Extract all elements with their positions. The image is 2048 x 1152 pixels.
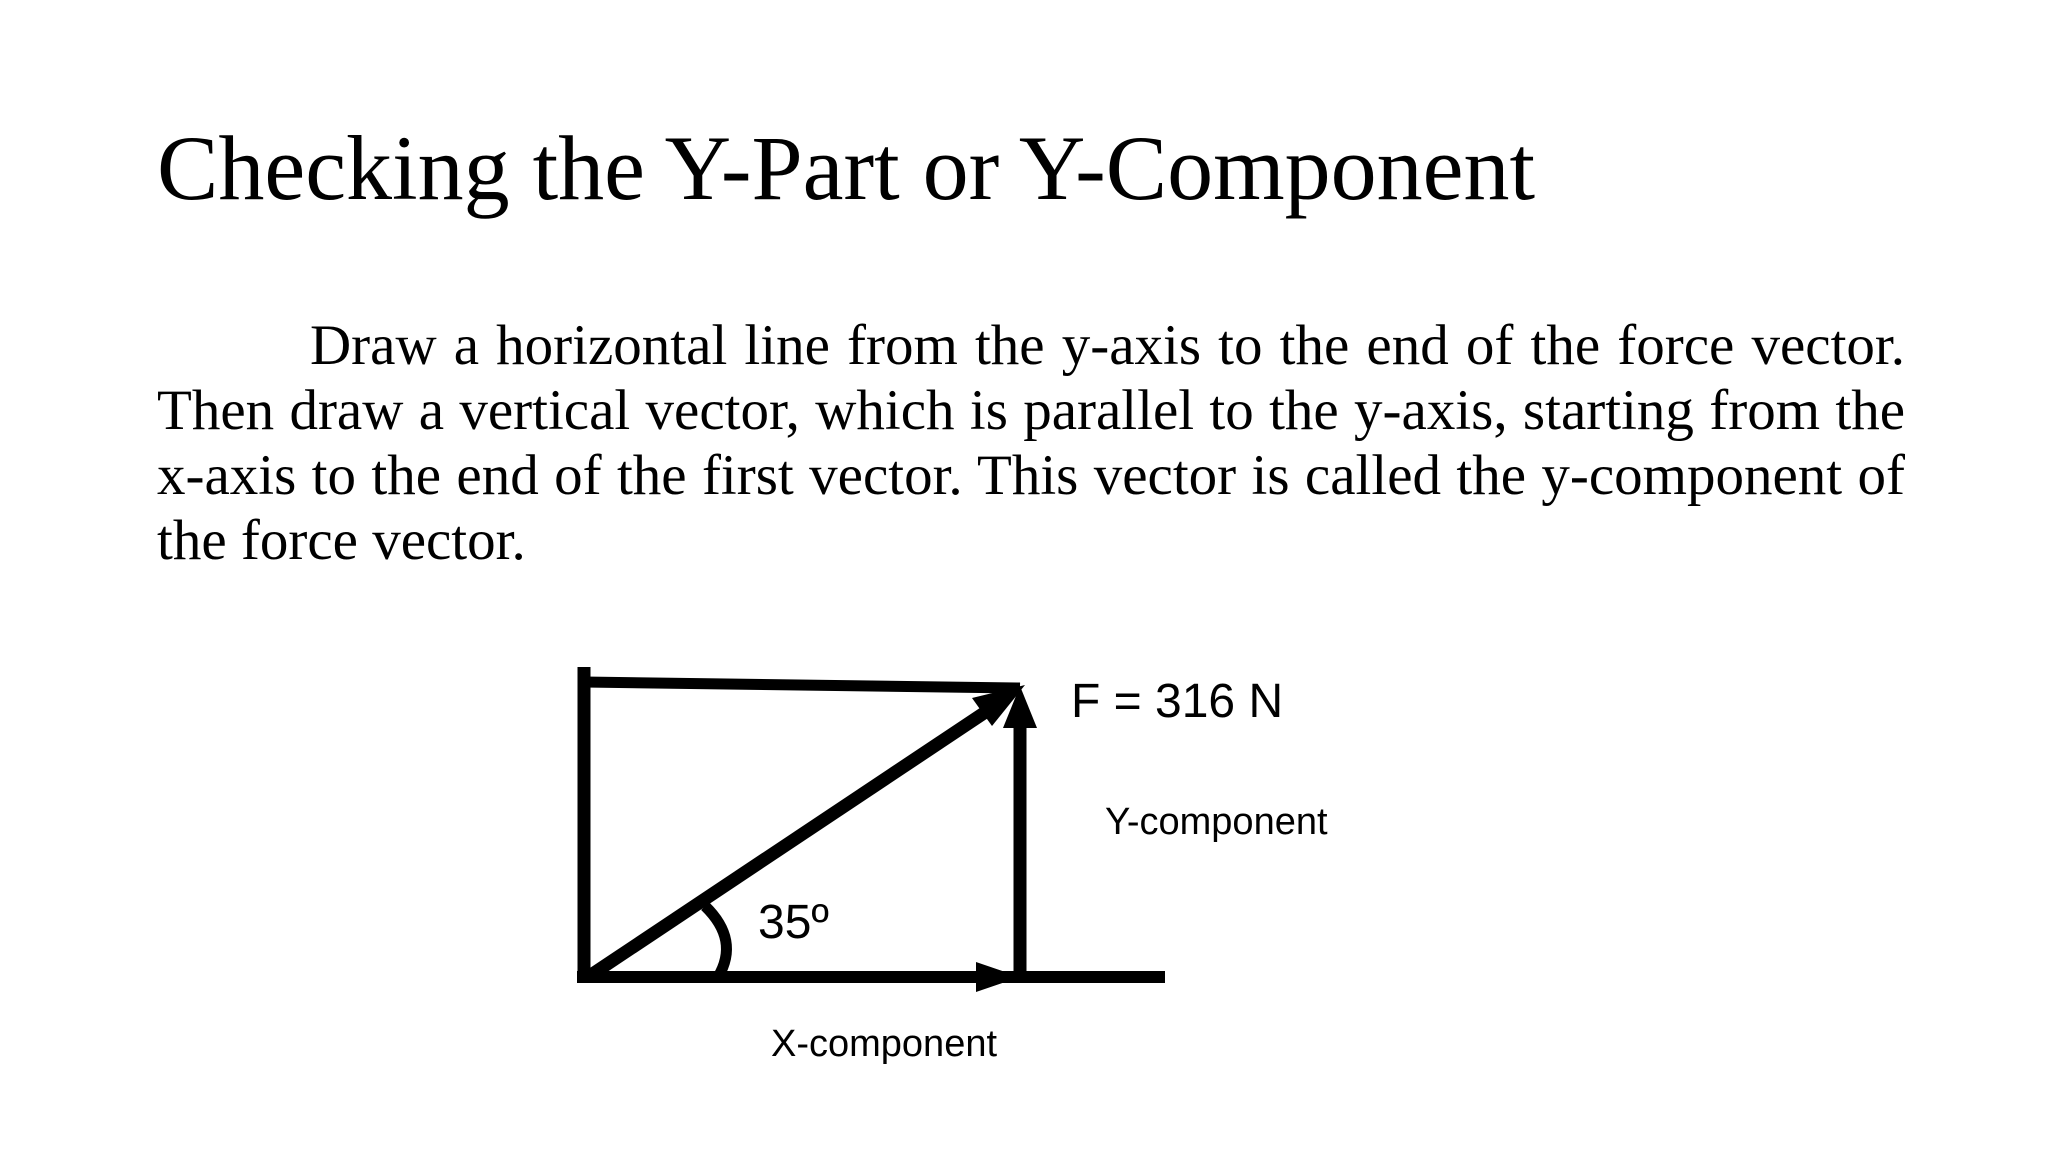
x-component-label: X-component: [771, 1023, 998, 1065]
slide-body-paragraph: Draw a horizontal line from the y-axis to the end of the force vector. Then draw a vertical vector, which is parallel to the y-axis, starting from the x-axis to the end of the first vector. This vector is called the y-component of the force vector.: [157, 314, 1905, 572]
y-component-label: Y-component: [1105, 801, 1328, 843]
x-component-arrowhead: [976, 962, 1020, 992]
angle-label: 35º: [758, 896, 829, 949]
slide-title: Checking the Y-Part or Y-Component: [157, 117, 1536, 219]
force-label: F = 316 N: [1071, 675, 1284, 728]
horizontal-guide-line: [584, 682, 1020, 688]
angle-arc: [705, 906, 726, 977]
